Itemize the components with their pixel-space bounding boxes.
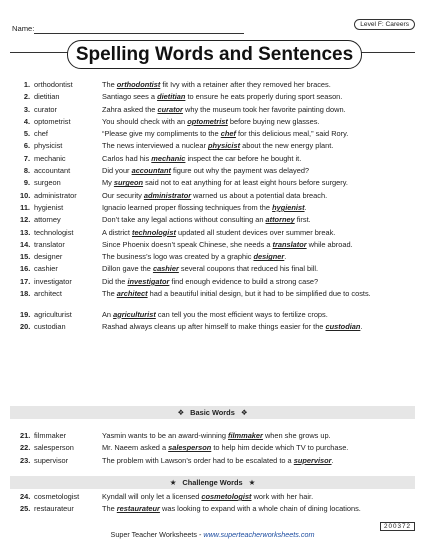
sentence-end: had a beautiful initial design, but it had to be simplified due to costs. xyxy=(147,289,371,299)
sentence xyxy=(102,322,415,332)
sentence-keyword: agriculturist xyxy=(113,309,156,319)
challenge-words-title: Challenge Words xyxy=(182,478,243,487)
list-item xyxy=(20,191,415,203)
sentence-start: Zahra asked the xyxy=(102,104,158,114)
sentence xyxy=(102,228,415,238)
item-number: 9. xyxy=(23,178,30,188)
sentence-keyword: cosmetologist xyxy=(201,492,252,501)
sentence-end: find enough evidence to build a strong case? xyxy=(169,276,319,286)
sentence-keyword: technologist xyxy=(131,227,176,237)
sentence xyxy=(102,456,415,466)
sentence xyxy=(102,154,415,164)
sentence-keyword: administrator xyxy=(143,190,192,200)
item-number: 1. xyxy=(23,80,30,89)
list-item xyxy=(20,105,415,117)
item-number: 7. xyxy=(23,153,30,163)
spelling-word: cosmetologist xyxy=(34,492,80,501)
name-field[interactable] xyxy=(34,33,244,34)
sentence-keyword: curator xyxy=(157,104,183,114)
sentence-end: several coupons that reduced his final bill. xyxy=(178,264,319,274)
list-item xyxy=(20,129,415,141)
spelling-word: dietitian xyxy=(34,92,60,102)
sentence-end: to ensure he eats properly during sport season. xyxy=(185,92,343,102)
footer-link[interactable]: www.superteacherworksheets.com xyxy=(203,530,315,539)
sentence-start: The xyxy=(102,289,117,299)
sentence-end: why the museum took her favorite painting down. xyxy=(182,104,346,114)
sentence-end: inspect the car before he bought it. xyxy=(185,153,302,163)
sentence-keyword: dietitian xyxy=(157,92,186,102)
sentence-end: first. xyxy=(294,215,311,225)
sentence-keyword: salesperson xyxy=(168,443,212,453)
challenge-symbol-left: ★ xyxy=(169,478,177,487)
list-item xyxy=(20,92,415,104)
list-item xyxy=(20,456,415,468)
sentence-start: An xyxy=(102,309,114,319)
spelling-word: hygienist xyxy=(34,202,64,212)
sentence-start: Santiago sees a xyxy=(102,92,158,102)
spelling-word: technologist xyxy=(34,227,74,237)
list-item xyxy=(20,322,415,334)
sentence-start: Mr. Naeem asked a xyxy=(102,443,169,453)
sentence xyxy=(102,277,415,287)
item-number: 8. xyxy=(23,166,30,176)
list-item xyxy=(20,504,415,525)
sentence xyxy=(102,215,415,225)
list-item xyxy=(20,443,415,455)
item-number: 22. xyxy=(20,443,31,453)
item-number: 17. xyxy=(20,276,31,286)
spelling-word: mechanic xyxy=(34,153,66,163)
list-item xyxy=(20,252,415,264)
sentence-keyword: cashier xyxy=(152,264,179,274)
item-number: 13. xyxy=(20,227,31,237)
spelling-word: attorney xyxy=(34,215,61,225)
sentence xyxy=(102,178,415,188)
spelling-word: administrator xyxy=(34,190,77,200)
sentence-keyword: attorney xyxy=(265,215,295,225)
sentence-end: fit Ivy with a retainer after they removed her braces. xyxy=(160,80,331,89)
sentence-keyword: architect xyxy=(116,289,148,299)
sentence-start: Did the xyxy=(102,276,128,286)
sentence-start: Yasmin wants to be an award-winning xyxy=(102,431,228,440)
challenge-words-heading xyxy=(10,476,415,489)
spelling-word: curator xyxy=(34,104,58,114)
word-list xyxy=(20,80,415,334)
spelling-word: investigator xyxy=(34,276,72,286)
sentence-keyword: accountant xyxy=(131,166,171,176)
sentence xyxy=(102,141,415,151)
sentence-keyword: orthodontist xyxy=(116,80,161,89)
sentence-keyword: supervisor xyxy=(293,455,332,465)
list-item xyxy=(20,178,415,190)
sentence-end: was looking to expand with a whole chain of dining locations. xyxy=(159,504,361,514)
sentence-start: Dillon gave the xyxy=(102,264,153,274)
footer xyxy=(0,530,425,539)
sentence xyxy=(102,504,415,514)
spelling-word: custodian xyxy=(34,321,66,331)
sentence-keyword: physicist xyxy=(208,141,241,151)
spelling-word: physicist xyxy=(34,141,63,151)
sentence-start: The xyxy=(102,504,117,514)
sentence xyxy=(102,310,415,320)
item-number: 24. xyxy=(20,492,31,501)
sentence-end: about the new energy plant. xyxy=(240,141,334,151)
worksheet-code: 200372 xyxy=(380,522,415,531)
sentence-end: updated all student devices over summer break. xyxy=(175,227,336,237)
sentence xyxy=(102,166,415,176)
item-number: 18. xyxy=(20,289,31,299)
page-title: Spelling Words and Sentences xyxy=(67,40,362,69)
sentence-start: Did your xyxy=(102,166,132,176)
sentence xyxy=(102,80,415,90)
sentence-end: work with her hair. xyxy=(251,492,314,501)
list-item xyxy=(20,141,415,153)
basic-symbol-right: ❖ xyxy=(240,408,248,417)
list-item xyxy=(20,154,415,166)
spelling-word: accountant xyxy=(34,166,71,176)
list-item xyxy=(20,264,415,276)
sentence-end: to help him decide which TV to purchase. xyxy=(211,443,349,453)
list-item xyxy=(20,80,415,92)
sentence-keyword: chef xyxy=(220,129,236,139)
sentence xyxy=(102,129,415,139)
footer-site-name: Super Teacher Worksheets xyxy=(110,530,197,539)
item-number: 5. xyxy=(23,129,30,139)
sentence xyxy=(102,191,415,201)
sentence-start: The xyxy=(102,80,117,89)
sentence-start: You should check with an xyxy=(102,116,188,126)
sentence-start: Don’t take any legal actions without consulting an xyxy=(102,215,266,225)
sentence-keyword: translator xyxy=(272,239,307,249)
sentence-keyword: filmmaker xyxy=(227,431,263,440)
spelling-word: designer xyxy=(34,252,63,262)
sentence-end: when she grows up. xyxy=(262,431,331,440)
sentence-end: . xyxy=(360,321,363,331)
sentence-keyword: designer xyxy=(253,252,285,262)
list-item xyxy=(20,228,415,240)
list-item xyxy=(20,215,415,227)
list-item xyxy=(20,431,415,443)
sentence-start: Ignacio learned proper flossing techniques from the xyxy=(102,202,273,212)
footer-separator: - xyxy=(196,530,204,539)
list-item xyxy=(20,492,415,504)
item-number: 6. xyxy=(23,141,30,151)
spelling-word: restaurateur xyxy=(34,504,74,514)
spelling-word: filmmaker xyxy=(34,431,67,440)
sentence-start: “Please give my compliments to the xyxy=(102,129,221,139)
sentence-keyword: surgeon xyxy=(113,178,144,188)
sentence-keyword: investigator xyxy=(127,276,170,286)
sentence-start: The problem with Lawson’s order had to be escalated to a xyxy=(102,455,294,465)
list-item xyxy=(20,117,415,129)
spelling-word: surgeon xyxy=(34,178,61,188)
sentence-end: warned us about a potential data breach. xyxy=(191,190,328,200)
list-item xyxy=(20,310,415,322)
item-number: 15. xyxy=(20,252,31,262)
sentence-end: figure out why the payment was delayed? xyxy=(171,166,310,176)
basic-words-heading xyxy=(10,406,415,419)
item-number: 10. xyxy=(20,190,31,200)
sentence xyxy=(102,431,415,441)
sentence-end: said not to eat anything for at least eight hours before surgery. xyxy=(143,178,348,188)
list-item xyxy=(20,289,415,310)
item-number: 21. xyxy=(20,431,31,440)
list-item xyxy=(20,166,415,178)
spelling-word: agriculturist xyxy=(34,309,72,319)
sentence-end: . xyxy=(331,455,334,465)
sentence xyxy=(102,443,415,453)
item-number: 16. xyxy=(20,264,31,274)
sentence xyxy=(102,203,415,213)
list-item xyxy=(20,277,415,289)
basic-word-list xyxy=(20,431,415,468)
sentence-start: A district xyxy=(102,227,132,237)
sentence-start: My xyxy=(102,178,114,188)
sentence-start: Kyndall will only let a licensed xyxy=(102,492,202,501)
item-number: 4. xyxy=(23,116,30,126)
list-item xyxy=(20,203,415,215)
basic-symbol-left: ❖ xyxy=(177,408,185,417)
list-item xyxy=(20,240,415,252)
sentence xyxy=(102,240,415,250)
spelling-word: orthodontist xyxy=(34,80,73,89)
sentence-start: Carlos had his xyxy=(102,153,152,163)
spelling-word: cashier xyxy=(34,264,58,274)
sentence-start: Our security xyxy=(102,190,144,200)
spelling-word: optometrist xyxy=(34,116,71,126)
sentence xyxy=(102,492,415,502)
item-number: 3. xyxy=(23,104,30,114)
sentence-keyword: restaurateur xyxy=(116,504,160,514)
basic-words-title: Basic Words xyxy=(190,408,235,417)
sentence-keyword: custodian xyxy=(325,321,361,331)
sentence xyxy=(102,105,415,115)
item-number: 2. xyxy=(23,92,30,102)
sentence-keyword: hygienist xyxy=(272,202,305,212)
sentence-start: The news interviewed a nuclear xyxy=(102,141,208,151)
item-number: 23. xyxy=(20,455,31,465)
sentence xyxy=(102,92,415,102)
sentence-keyword: optometrist xyxy=(187,116,228,126)
sentence xyxy=(102,264,415,274)
challenge-word-list xyxy=(20,492,415,525)
sentence-end: can tell you the most efficient ways to fertilize crops. xyxy=(155,309,328,319)
spelling-word: supervisor xyxy=(34,455,69,465)
item-number: 11. xyxy=(20,202,30,212)
item-number: 19. xyxy=(20,309,31,319)
sentence-end: before buying new glasses. xyxy=(227,116,320,126)
sentence-keyword: mechanic xyxy=(151,153,186,163)
challenge-symbol-right: ★ xyxy=(248,478,256,487)
spelling-word: salesperson xyxy=(34,443,74,453)
item-number: 12. xyxy=(20,215,31,225)
sentence-end: . xyxy=(284,252,287,262)
sentence-end: for this delicious meal,” said Rory. xyxy=(235,129,349,139)
level-badge: Level F: Careers xyxy=(354,19,415,30)
sentence-start: Rashad always cleans up after himself to make things easier for the xyxy=(102,321,326,331)
spelling-word: architect xyxy=(34,289,62,299)
sentence-start: Since Phoenix doesn’t speak Chinese, she needs a xyxy=(102,239,273,249)
sentence xyxy=(102,117,415,127)
spelling-word: chef xyxy=(34,129,48,139)
sentence xyxy=(102,252,415,262)
item-number: 20. xyxy=(20,321,31,331)
sentence-end: . xyxy=(304,202,307,212)
name-label: Name: xyxy=(12,24,35,33)
item-number: 14. xyxy=(20,239,31,249)
sentence-end: while abroad. xyxy=(306,239,353,249)
sentence xyxy=(102,289,415,299)
spelling-word: translator xyxy=(34,239,65,249)
item-number: 25. xyxy=(20,504,31,514)
sentence-start: The business’s logo was created by a graphic xyxy=(102,252,254,262)
